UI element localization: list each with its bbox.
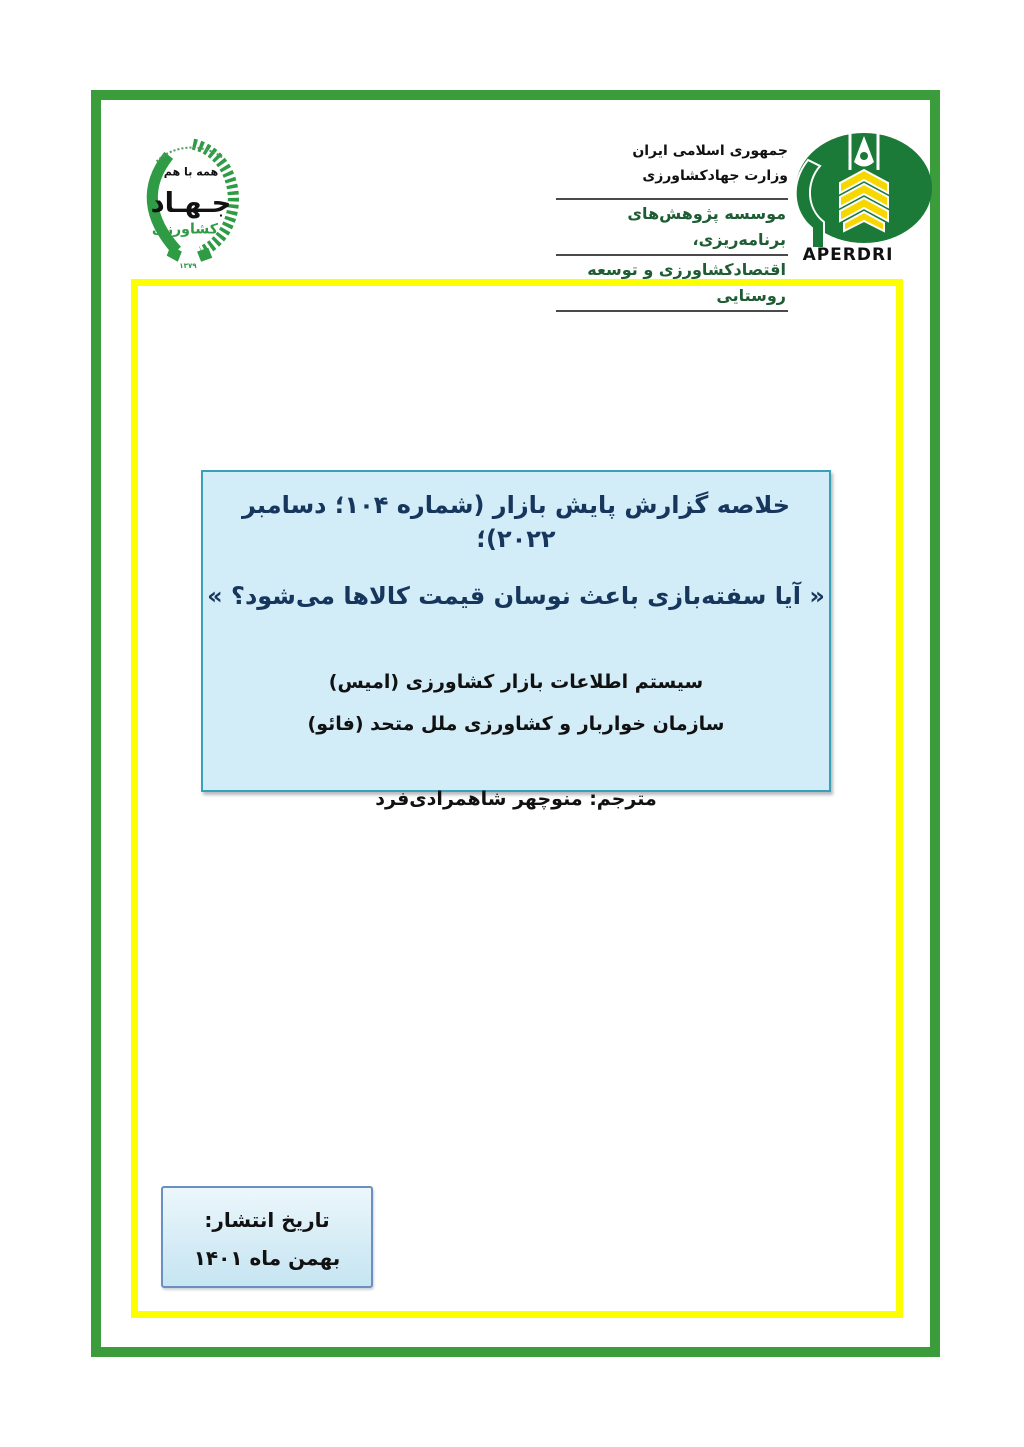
logo-year-text: ۱۳۷۹: [179, 260, 197, 270]
logo-motto-text: همه با هم: [163, 165, 219, 179]
institute-header-block: [556, 198, 788, 312]
institute-line-2: اقتصادکشاورزی و توسعه روستایی: [587, 260, 786, 305]
publication-date-value: بهمن ماه ۱۴۰۱: [193, 1246, 341, 1270]
logo-main-text: جـهـاد: [150, 188, 232, 220]
institute-line-1: موسسه پژوهش‌های برنامه‌ریزی،: [556, 200, 788, 256]
jahad-keshavarzi-logo: [126, 128, 258, 280]
aperdri-logo: [786, 130, 938, 268]
gov-line-ministry: وزارت جهادکشاورزی: [642, 168, 788, 184]
report-title-line-2: « آیا سفته‌بازی باعث نوسان قیمت کالاها می‌شود؟ »: [207, 582, 825, 610]
publication-date-box: [161, 1186, 373, 1288]
jahad-logo-graphic: [126, 128, 258, 280]
report-title-line-1: خلاصه گزارش پایش بازار (شماره ۱۰۴؛ دسامبر ۲۰۲۲)؛: [241, 491, 790, 553]
logo-subtitle-text: کشاورزی: [151, 221, 218, 238]
publication-date-label: تاریخ انتشار:: [204, 1208, 330, 1232]
wreath-foot-right: [197, 248, 212, 262]
org-line-amis: سیستم اطلاعات بازار کشاورزی (امیس): [328, 671, 704, 693]
aperdri-caption: APERDRI: [802, 245, 894, 265]
report-title-box: [201, 470, 831, 810]
gov-line-republic: جمهوری اسلامی ایران: [632, 143, 788, 159]
translator-line: مترجم: منوچهر شاهمرادی‌فرد: [375, 788, 657, 810]
pen-nib-eye: [860, 152, 868, 160]
ministry-header-block: [632, 139, 788, 189]
org-line-fao: سازمان خواربار و کشاورزی ملل متحد (فائو): [307, 713, 725, 735]
aperdri-logo-graphic: [786, 130, 938, 268]
